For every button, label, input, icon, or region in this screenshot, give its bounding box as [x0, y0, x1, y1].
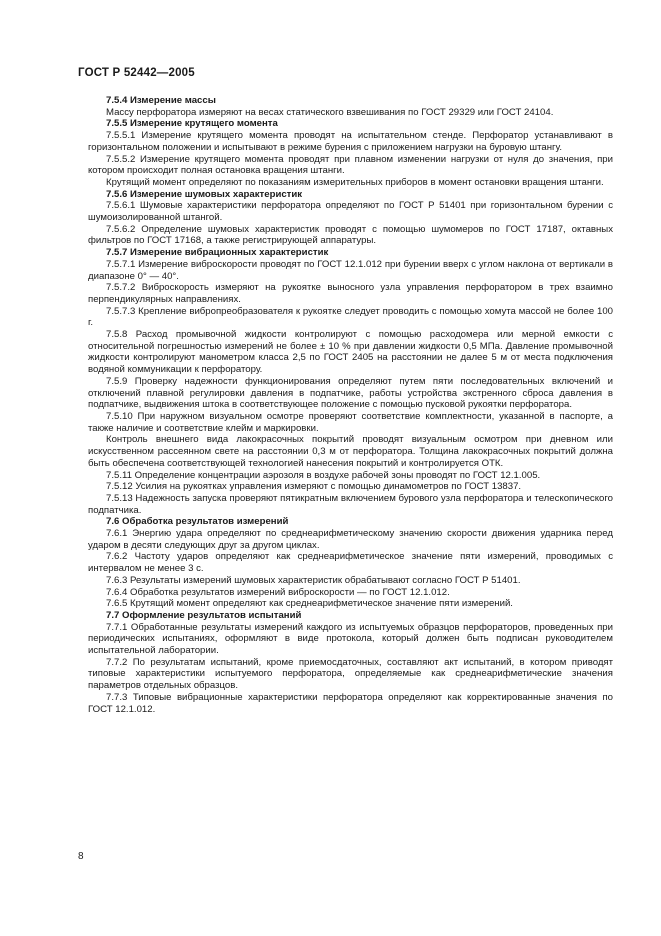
paragraph: 7.5.13 Надежность запуска проверяют пятикратным включением бурового узла перфоратора и телескопического подпатчика. — [88, 492, 613, 516]
paragraph: 7.5.9 Проверку надежности функционирования определяют путем пяти последовательных включений и отключений плавной регулировки давления в подпатчике, работы устройства экстренного сброса давления в подпатчике, выдвижения штока в соответствующее положение с помощью пусковой рукоятки перфоратора. — [88, 375, 613, 411]
section-heading-7-5-7: 7.5.7 Измерение вибрационных характеристик — [106, 247, 329, 259]
paragraph: 7.5.12 Усилия на рукоятках управления измеряют с помощью динамометров по ГОСТ 13837. — [106, 481, 522, 493]
paragraph: 7.5.5.2 Измерение крутящего момента проводят при плавном изменении нагрузки от нуля до значения, при котором происходит полная остановка вращения штанги. — [88, 153, 613, 177]
section-heading-7-5-5: 7.5.5 Измерение крутящего момента — [106, 118, 278, 130]
page-number: 8 — [78, 851, 84, 862]
paragraph: 7.7.3 Типовые вибрационные характеристики перфоратора определяют как корректированные значения по ГОСТ 12.1.012. — [88, 691, 613, 715]
paragraph: 7.5.7.2 Виброскорость измеряют на рукоятке выносного узла управления перфоратором в трех взаимно перпендикулярных направлениях. — [88, 282, 613, 305]
paragraph: 7.6.4 Обработка результатов измерений виброскорости — по ГОСТ 12.1.012. — [106, 586, 450, 598]
section-heading-7-5-6: 7.5.6 Измерение шумовых характеристик — [106, 188, 303, 200]
paragraph: 7.6.5 Крутящий момент определяют как среднеарифметическое значение пяти измерений. — [106, 598, 513, 610]
paragraph: Контроль внешнего вида лакокрасочных покрытий проводят визуальным осмотром при дневном или искусственном рассеянном свете на расстоянии 0,3 м от перфоратора. Толщина лакокрасочных покрытий должна быть обеспечена соответствующей технологией нанесения покрытий и контролируется ОТК. — [88, 434, 613, 469]
paragraph: 7.7.1 Обработанные результаты измерений каждого из испытуемых образцов перфораторов, проведенных при периодических испытаниях, оформляют в виде протокола, который должен быть подписан руководителем испытательной лаборатории. — [88, 621, 613, 657]
paragraph: Крутящий момент определяют по показаниям измерительных приборов в момент остановки вращения штанги. — [106, 176, 604, 188]
paragraph: 7.5.8 Расход промывочной жидкости контролируют с помощью расходомера или мерной емкости с относительной погрешностью измерений не более ± 10 % при давлении жидкости 0,5 МПа. Давление промывочной жидкости контролируют манометром класса 2,5 по ГОСТ 2405 на расстоянии не далее 5 м от места подключения водяной коммуникации к перфоратору. — [88, 329, 613, 376]
document-header: ГОСТ Р 52442—2005 — [78, 67, 195, 79]
paragraph: 7.5.5.1 Измерение крутящего момента проводят на испытательном стенде. Перфоратор устанавливают в горизонтальном положении и испытывают в режиме бурения с приложением нагрузки на буровую штангу. — [88, 130, 613, 153]
paragraph: 7.5.7.3 Крепление вибропреобразователя к рукоятке следует проводить с помощью хомута массой не более 100 г. — [88, 305, 613, 329]
paragraph: 7.5.6.2 Определение шумовых характеристик проводят с помощью шумомеров по ГОСТ 17187, октавных фильтров по ГОСТ 17168, а также регистрирующей аппаратуры. — [88, 223, 613, 247]
section-heading-7-7: 7.7 Оформление результатов испытаний — [106, 609, 302, 621]
paragraph: 7.6.1 Энергию удара определяют по среднеарифметическому значению скорости движения ударника перед ударом в десяти следующих друг за другом циклах. — [88, 528, 613, 551]
paragraph: 7.7.2 По результатам испытаний, кроме приемосдаточных, составляют акт испытаний, в котором приводят типовые характеристики испытуемого перфоратора, определяемые как среднеарифметические значения параметров отдельных образцов. — [88, 656, 613, 692]
section-heading-7-6: 7.6 Обработка результатов измерений — [106, 516, 289, 528]
paragraph: 7.5.10 При наружном визуальном осмотре проверяют соответствие комплектности, указанной в паспорте, а также наличие и соответствие клейм и маркировки. — [88, 410, 613, 434]
paragraph: 7.5.6.1 Шумовые характеристики перфоратора определяют по ГОСТ Р 51401 при горизонтальном бурении с шумоизолированной штангой. — [88, 200, 613, 224]
paragraph: 7.5.7.1 Измерение виброскорости проводят по ГОСТ 12.1.012 при бурении вверх с углом наклона от вертикали в диапазоне 0° — 40°. — [88, 258, 613, 282]
paragraph: 7.6.2 Частоту ударов определяют как среднеарифметическое значение пяти измерений, проводимых с интервалом не менее 3 с. — [88, 551, 613, 575]
paragraph: Массу перфоратора измеряют на весах статического взвешивания по ГОСТ 29329 или ГОСТ 24104. — [106, 106, 554, 118]
document-body — [88, 95, 613, 715]
paragraph: 7.5.11 Определение концентрации аэрозоля в воздухе рабочей зоны проводят по ГОСТ 12.1.005. — [106, 469, 541, 481]
paragraph: 7.6.3 Результаты измерений шумовых характеристик обрабатывают согласно ГОСТ Р 51401. — [106, 574, 521, 586]
section-heading-7-5-4: 7.5.4 Измерение массы — [106, 95, 216, 106]
